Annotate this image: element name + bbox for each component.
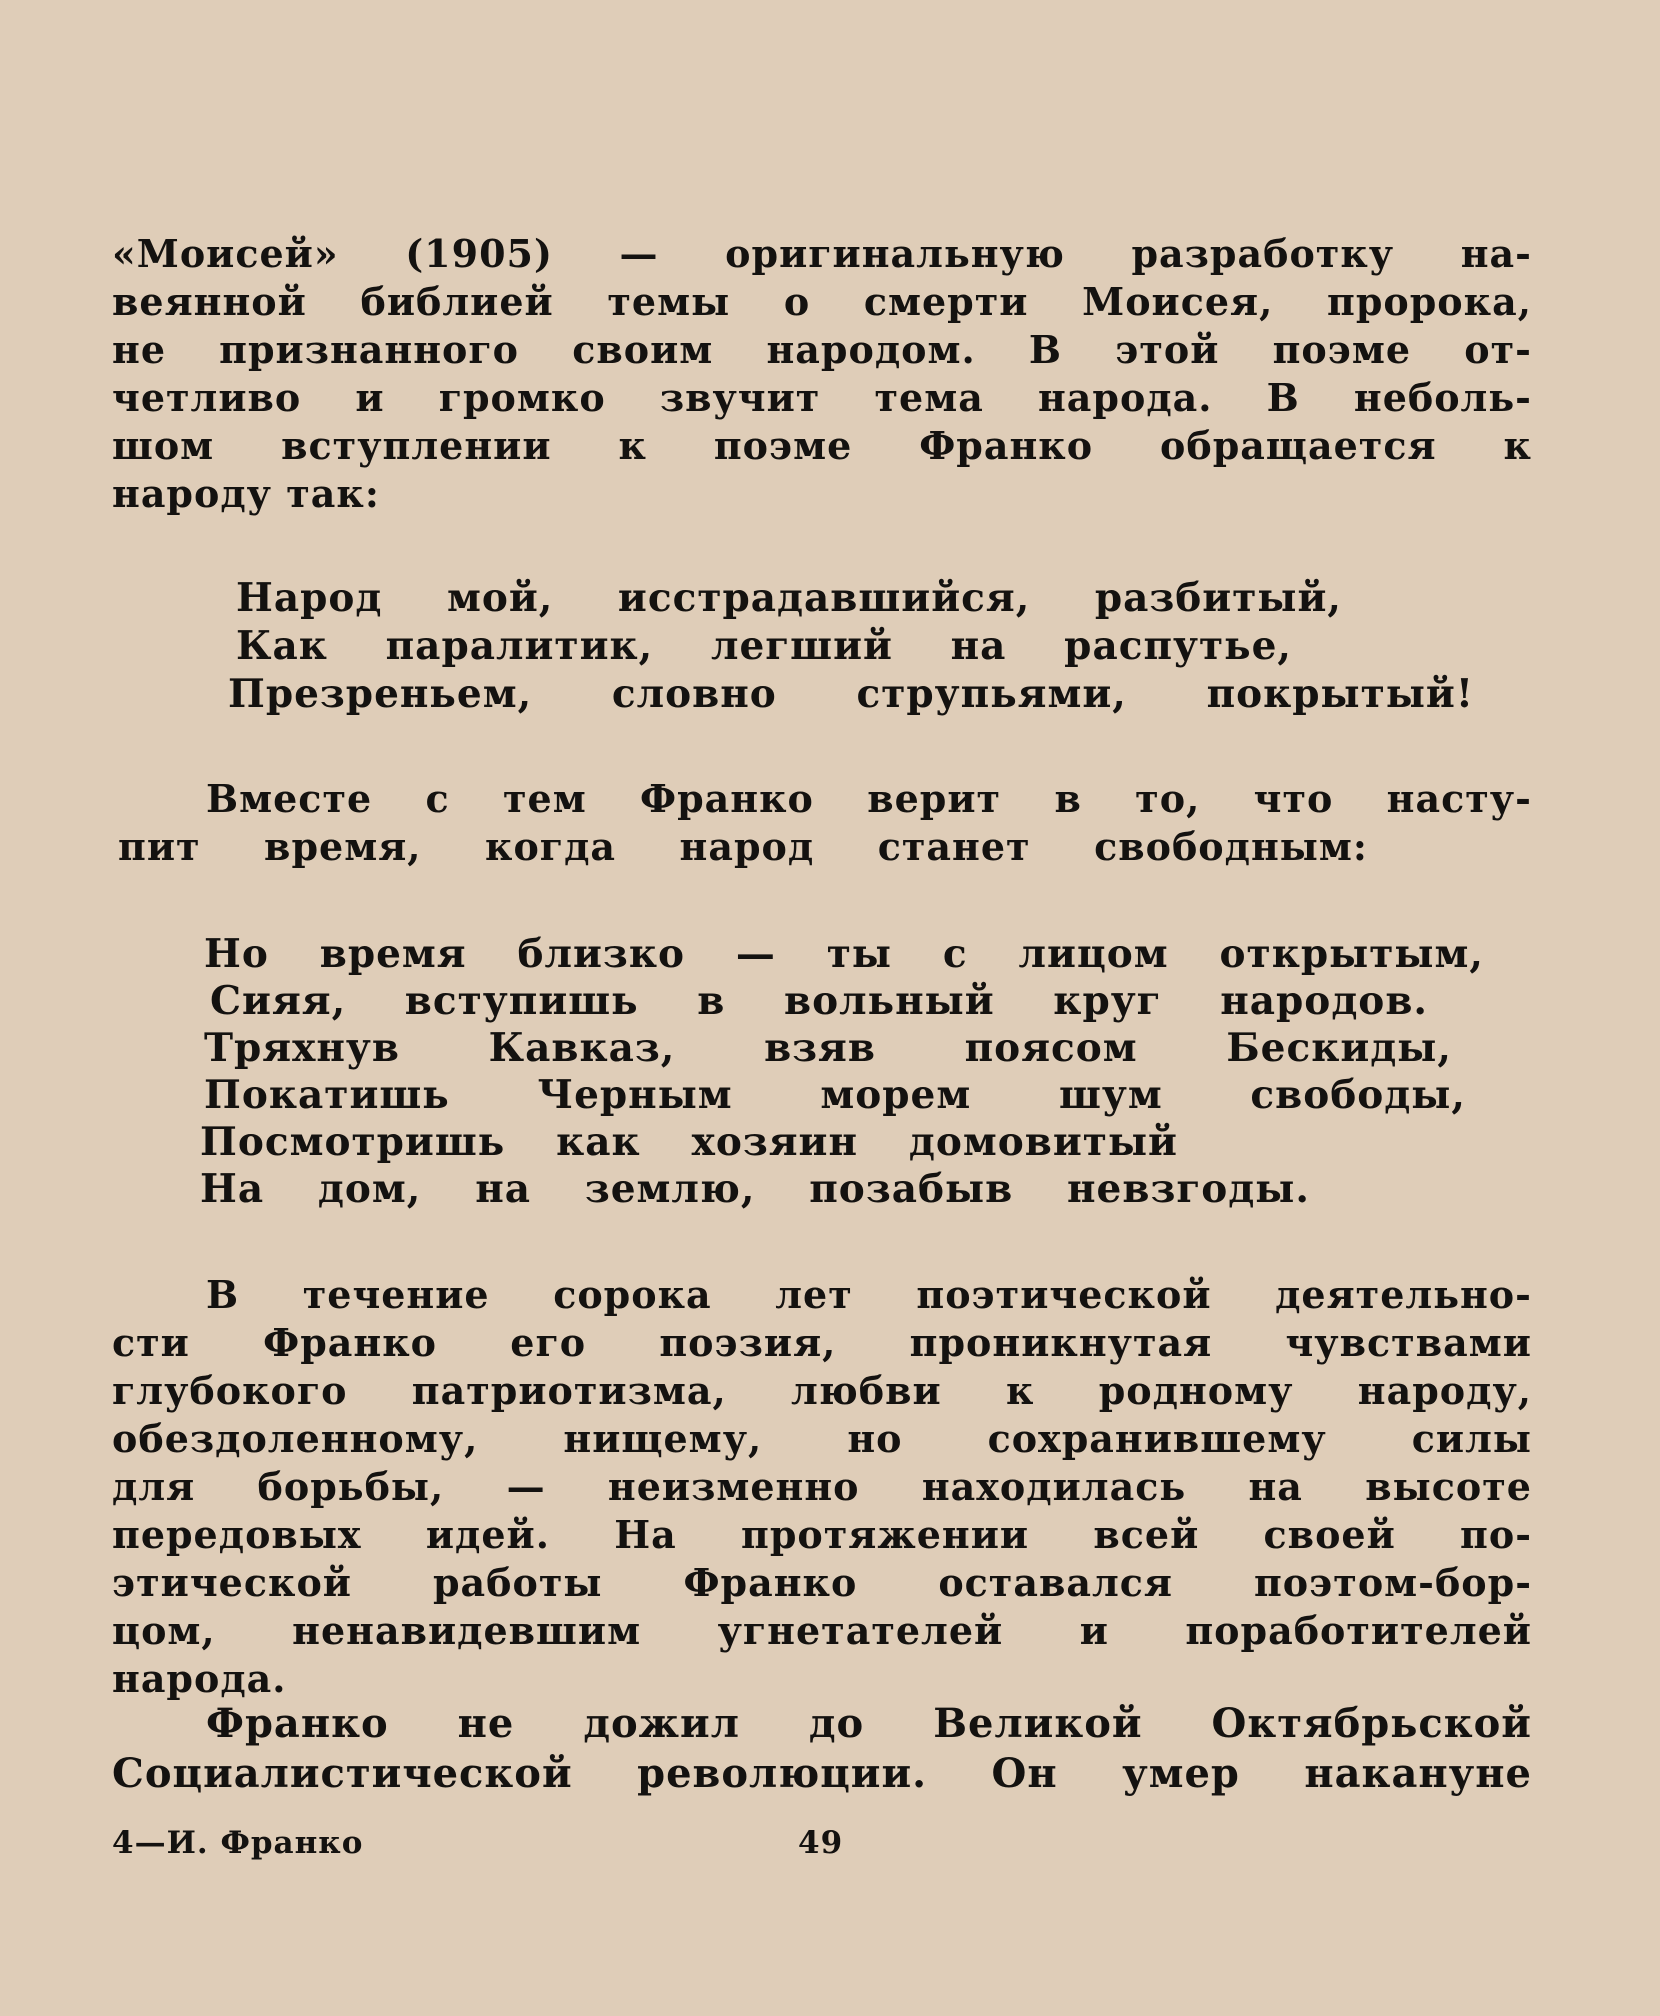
word: родному (1098, 1368, 1294, 1413)
word: к (618, 423, 647, 468)
word: Кавказ, (488, 1025, 676, 1071)
word: Социалистической (112, 1750, 573, 1797)
word: исстрадавшийся, (617, 575, 1031, 621)
word: свободы, (1250, 1072, 1466, 1118)
word: то, (1135, 776, 1201, 821)
verse-line (236, 574, 1342, 622)
text-line (112, 1367, 1532, 1415)
text-line (206, 1271, 1532, 1319)
word: но (847, 1416, 903, 1461)
word: Бескиды, (1226, 1025, 1452, 1071)
word: открытым, (1219, 931, 1484, 977)
word: время, (264, 824, 422, 869)
word: Тряхнув (204, 1025, 400, 1071)
word: — (506, 1464, 546, 1509)
word: революции. (637, 1750, 928, 1797)
text-line (112, 230, 1532, 278)
word: Посмотришь (200, 1119, 506, 1165)
word: по- (1460, 1512, 1532, 1557)
word: всей (1093, 1512, 1200, 1557)
word: лет (775, 1272, 853, 1317)
word: неболь- (1353, 375, 1532, 420)
word: угнетателей (717, 1608, 1004, 1653)
word: пит (118, 824, 201, 869)
word: для (112, 1464, 196, 1509)
word: громко (438, 375, 606, 420)
word: струпьями, (856, 671, 1127, 717)
word: мой, (446, 575, 554, 621)
word: вступлении (281, 423, 552, 468)
verse-line (204, 1024, 1452, 1072)
word: словно (611, 671, 777, 717)
word: Покатишь (204, 1072, 450, 1118)
word: народу, (1357, 1368, 1532, 1413)
word: с (942, 931, 968, 977)
word: находилась (921, 1464, 1187, 1509)
word: В (1028, 327, 1063, 372)
verse-line (204, 930, 1484, 978)
word: на (950, 623, 1007, 669)
word: в (1054, 776, 1082, 821)
word: о (783, 279, 811, 324)
word: веянной (112, 279, 307, 324)
word: к (1503, 423, 1532, 468)
word: поработителей (1185, 1608, 1532, 1653)
word: «Моисей» (112, 231, 339, 276)
word: вольный (784, 978, 995, 1024)
word: звучит (659, 375, 821, 420)
verse-line (204, 1071, 1466, 1119)
word: Франко (206, 1700, 389, 1747)
verse-line (200, 1165, 1310, 1213)
word: любви (791, 1368, 942, 1413)
text-line (112, 374, 1532, 422)
word: круг (1053, 978, 1162, 1024)
word: верит (867, 776, 1002, 821)
text-line (112, 422, 1532, 470)
text-line (112, 1607, 1532, 1655)
word: и (1079, 1608, 1109, 1653)
word: землю, (584, 1166, 756, 1212)
word: признанного (219, 327, 520, 372)
word: течение (302, 1272, 490, 1317)
text-line (112, 1415, 1532, 1463)
word: поэтической (916, 1272, 1212, 1317)
word: паралитик, (385, 623, 654, 669)
word: легший (710, 623, 893, 669)
word: разработку (1131, 231, 1395, 276)
word: На (614, 1512, 677, 1557)
word: морем (820, 1072, 972, 1118)
word: станет (877, 824, 1031, 869)
word: обездоленному, (112, 1416, 479, 1461)
word: сорока (553, 1272, 712, 1317)
word: разбитый, (1094, 575, 1342, 621)
word: оставался (938, 1560, 1173, 1605)
word: невзгоды. (1067, 1166, 1310, 1212)
word: Великой (933, 1700, 1143, 1747)
word: Франко (263, 1320, 437, 1365)
word: поясом (964, 1025, 1138, 1071)
word: от- (1464, 327, 1532, 372)
word: Франко (640, 776, 814, 821)
word: шом (112, 423, 215, 468)
word: библией (360, 279, 554, 324)
word: В (206, 1272, 240, 1317)
word: патриотизма, (411, 1368, 727, 1413)
text-line (112, 1511, 1532, 1559)
word: народов. (1220, 978, 1428, 1024)
word: дожил (583, 1700, 740, 1747)
word: неизменно (607, 1464, 860, 1509)
word: пророка, (1327, 279, 1532, 324)
word: свободным: (1094, 824, 1368, 869)
word: на- (1460, 231, 1532, 276)
word: Вместе (206, 776, 373, 821)
text-line: народу так: (112, 471, 380, 516)
word: умер (1122, 1750, 1240, 1797)
word: своим (572, 327, 714, 372)
word: борьбы, (257, 1464, 445, 1509)
word: лицом (1018, 931, 1169, 977)
word: хозяин (691, 1119, 858, 1165)
word: этической (112, 1560, 352, 1605)
word: дом, (317, 1166, 422, 1212)
word: на (1248, 1464, 1303, 1509)
word: до (808, 1700, 865, 1747)
text-line (112, 1319, 1532, 1367)
text-line (112, 278, 1532, 326)
word: с (425, 776, 450, 821)
verse-line (228, 670, 1474, 718)
word: взяв (764, 1025, 876, 1071)
text-line (112, 1559, 1532, 1607)
word: сти (112, 1320, 190, 1365)
word: высоте (1365, 1464, 1532, 1509)
word: его (510, 1320, 587, 1365)
text-line (112, 1750, 1532, 1798)
word: на (475, 1166, 532, 1212)
word: передовых (112, 1512, 362, 1557)
word: Сияя, (210, 978, 347, 1024)
word: не (112, 327, 166, 372)
word: — (735, 931, 776, 977)
word: время (319, 931, 467, 977)
word: работы (432, 1560, 603, 1605)
word: народ (679, 824, 815, 869)
word: Черным (537, 1072, 733, 1118)
word: цом, (112, 1608, 216, 1653)
word: насту- (1386, 776, 1532, 821)
word: когда (485, 824, 617, 869)
word: домовитый (908, 1119, 1178, 1165)
word: тема (874, 375, 984, 420)
text-line (112, 326, 1532, 374)
word: Франко (919, 423, 1094, 468)
word: Он (991, 1750, 1058, 1797)
word: вступишь (404, 978, 639, 1024)
word: Октябрьской (1211, 1700, 1532, 1747)
word: Как (236, 623, 328, 669)
word: к (1006, 1368, 1035, 1413)
word: смерти (863, 279, 1029, 324)
word: ты (826, 931, 893, 977)
word: поэме (1272, 327, 1412, 372)
page-number: 49 (798, 1825, 844, 1861)
word: — (619, 231, 659, 276)
word: поэтом-бор- (1253, 1560, 1532, 1605)
word: в (697, 978, 726, 1024)
word: Франко (683, 1560, 858, 1605)
word: ненавидевшим (292, 1608, 642, 1653)
verse-line (200, 1118, 1178, 1166)
word: распутье, (1064, 623, 1292, 669)
word: оригинальную (725, 231, 1065, 276)
word: своей (1263, 1512, 1396, 1557)
word: поэме (713, 423, 853, 468)
verse-line (210, 977, 1428, 1025)
word: проникнутая (909, 1320, 1213, 1365)
word: накануне (1304, 1750, 1532, 1797)
word: деятельно- (1275, 1272, 1532, 1317)
word: покрытый! (1206, 671, 1474, 717)
signature-mark: 4—И. Франко (112, 1825, 364, 1861)
word: Презреньем, (228, 671, 533, 717)
verse-line (236, 622, 1292, 670)
word: сохранившему (987, 1416, 1327, 1461)
word: поэзия, (659, 1320, 837, 1365)
word: четливо (112, 375, 302, 420)
text-line: народа. (112, 1656, 287, 1701)
word: Моисея, (1082, 279, 1274, 324)
word: чувствами (1285, 1320, 1532, 1365)
word: не (457, 1700, 515, 1747)
word: что (1253, 776, 1334, 821)
word: глубокого (112, 1368, 348, 1413)
word: силы (1411, 1416, 1532, 1461)
text-line (206, 1700, 1532, 1748)
text-line (118, 823, 1368, 871)
word: и (355, 375, 385, 420)
word: нищему, (563, 1416, 763, 1461)
word: Но (204, 931, 269, 977)
word: обращается (1160, 423, 1437, 468)
word: темы (607, 279, 731, 324)
word: (1905) (405, 231, 553, 276)
word: тем (502, 776, 587, 821)
word: идей. (425, 1512, 550, 1557)
word: близко (517, 931, 686, 977)
word: народа. (1037, 375, 1213, 420)
word: как (556, 1119, 641, 1165)
word: В (1266, 375, 1300, 420)
text-line (206, 775, 1532, 823)
word: позабыв (809, 1166, 1014, 1212)
word: этой (1115, 327, 1220, 372)
word: народом. (766, 327, 976, 372)
word: шум (1058, 1072, 1163, 1118)
text-line (112, 1463, 1532, 1511)
word: На (200, 1166, 265, 1212)
word: Народ (236, 575, 383, 621)
word: протяжении (741, 1512, 1030, 1557)
